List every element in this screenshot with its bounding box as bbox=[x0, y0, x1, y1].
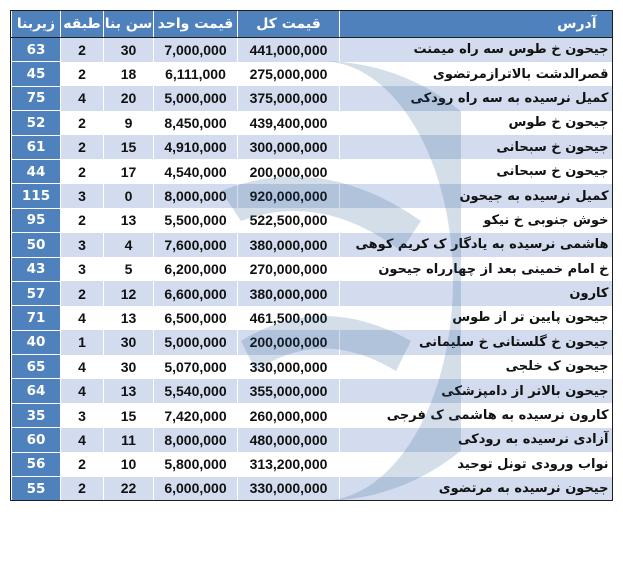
cell-unit-price: 8,000,000 bbox=[154, 428, 238, 452]
cell-address: قصرالدشت بالاترازمرتضوی bbox=[340, 62, 614, 86]
table-body bbox=[12, 38, 614, 501]
cell-area: 75 bbox=[12, 86, 61, 110]
cell-total-price: 480,000,000 bbox=[238, 428, 340, 452]
cell-area: 40 bbox=[12, 330, 61, 354]
cell-address: جیحون بالاتر از دامپزشکی bbox=[340, 379, 614, 403]
table-row bbox=[12, 306, 614, 330]
cell-floor: 3 bbox=[61, 233, 104, 257]
cell-floor: 3 bbox=[61, 184, 104, 208]
cell-unit-price: 5,000,000 bbox=[154, 86, 238, 110]
cell-unit-price: 5,070,000 bbox=[154, 355, 238, 379]
cell-age: 17 bbox=[104, 159, 154, 183]
cell-floor: 4 bbox=[61, 379, 104, 403]
cell-floor: 3 bbox=[61, 403, 104, 427]
cell-area: 61 bbox=[12, 135, 61, 159]
cell-age: 13 bbox=[104, 208, 154, 232]
cell-area: 57 bbox=[12, 281, 61, 305]
table-row bbox=[12, 257, 614, 281]
cell-area: 115 bbox=[12, 184, 61, 208]
cell-age: 0 bbox=[104, 184, 154, 208]
cell-area: 64 bbox=[12, 379, 61, 403]
cell-address: خوش جنوبی خ نیکو bbox=[340, 208, 614, 232]
cell-total-price: 330,000,000 bbox=[238, 355, 340, 379]
cell-address: آزادی نرسیده به رودکی bbox=[340, 428, 614, 452]
cell-age: 11 bbox=[104, 428, 154, 452]
cell-age: 22 bbox=[104, 477, 154, 501]
cell-floor: 2 bbox=[61, 281, 104, 305]
cell-address: جیحون ک خلجی bbox=[340, 355, 614, 379]
table-row bbox=[12, 281, 614, 305]
cell-area: 43 bbox=[12, 257, 61, 281]
cell-floor: 2 bbox=[61, 38, 104, 62]
cell-address: جیحون خ گلستانی خ سلیمانی bbox=[340, 330, 614, 354]
cell-unit-price: 5,800,000 bbox=[154, 452, 238, 476]
cell-unit-price: 7,000,000 bbox=[154, 38, 238, 62]
table-row bbox=[12, 428, 614, 452]
cell-floor: 2 bbox=[61, 208, 104, 232]
cell-floor: 3 bbox=[61, 257, 104, 281]
cell-unit-price: 5,000,000 bbox=[154, 330, 238, 354]
header-unit-price: قیمت واحد bbox=[154, 11, 238, 38]
cell-age: 30 bbox=[104, 355, 154, 379]
cell-total-price: 200,000,000 bbox=[238, 159, 340, 183]
header-area: زیربنا bbox=[12, 11, 61, 38]
cell-floor: 2 bbox=[61, 62, 104, 86]
cell-area: 95 bbox=[12, 208, 61, 232]
cell-unit-price: 6,200,000 bbox=[154, 257, 238, 281]
table-row bbox=[12, 477, 614, 501]
cell-total-price: 275,000,000 bbox=[238, 62, 340, 86]
cell-area: 56 bbox=[12, 452, 61, 476]
cell-total-price: 920,000,000 bbox=[238, 184, 340, 208]
cell-total-price: 270,000,000 bbox=[238, 257, 340, 281]
cell-total-price: 355,000,000 bbox=[238, 379, 340, 403]
cell-area: 35 bbox=[12, 403, 61, 427]
cell-total-price: 522,500,000 bbox=[238, 208, 340, 232]
cell-age: 12 bbox=[104, 281, 154, 305]
cell-address: کمیل نرسیده به جیحون bbox=[340, 184, 614, 208]
table-row bbox=[12, 452, 614, 476]
cell-area: 44 bbox=[12, 159, 61, 183]
cell-floor: 2 bbox=[61, 159, 104, 183]
header-row bbox=[12, 11, 614, 38]
cell-area: 45 bbox=[12, 62, 61, 86]
table-row bbox=[12, 86, 614, 110]
cell-age: 30 bbox=[104, 330, 154, 354]
cell-floor: 4 bbox=[61, 428, 104, 452]
cell-floor: 2 bbox=[61, 111, 104, 135]
table-row bbox=[12, 135, 614, 159]
cell-address: کمیل نرسیده به سه راه رودکی bbox=[340, 86, 614, 110]
table-row bbox=[12, 111, 614, 135]
cell-area: 71 bbox=[12, 306, 61, 330]
cell-total-price: 439,400,000 bbox=[238, 111, 340, 135]
cell-address: کارون نرسیده به هاشمی ک فرجی bbox=[340, 403, 614, 427]
table-row bbox=[12, 38, 614, 62]
cell-unit-price: 5,500,000 bbox=[154, 208, 238, 232]
cell-age: 4 bbox=[104, 233, 154, 257]
cell-address: جیحون خ طوس bbox=[340, 111, 614, 135]
cell-age: 30 bbox=[104, 38, 154, 62]
cell-floor: 4 bbox=[61, 355, 104, 379]
table-row bbox=[12, 159, 614, 183]
cell-total-price: 260,000,000 bbox=[238, 403, 340, 427]
table-row bbox=[12, 379, 614, 403]
cell-address: جیحون خ طوس سه راه میمنت bbox=[340, 38, 614, 62]
cell-floor: 4 bbox=[61, 86, 104, 110]
cell-unit-price: 6,600,000 bbox=[154, 281, 238, 305]
cell-unit-price: 8,000,000 bbox=[154, 184, 238, 208]
cell-address: هاشمی نرسیده به یادگار ک کریم کوهی bbox=[340, 233, 614, 257]
cell-address: خ امام خمینی بعد از چهارراه جیحون bbox=[340, 257, 614, 281]
cell-total-price: 200,000,000 bbox=[238, 330, 340, 354]
cell-area: 55 bbox=[12, 477, 61, 501]
cell-floor: 4 bbox=[61, 306, 104, 330]
table-row bbox=[12, 62, 614, 86]
cell-age: 13 bbox=[104, 306, 154, 330]
listing-table-container bbox=[10, 10, 613, 501]
cell-area: 60 bbox=[12, 428, 61, 452]
cell-total-price: 313,200,000 bbox=[238, 452, 340, 476]
cell-address: کارون bbox=[340, 281, 614, 305]
cell-floor: 1 bbox=[61, 330, 104, 354]
table-row bbox=[12, 184, 614, 208]
cell-total-price: 375,000,000 bbox=[238, 86, 340, 110]
table-row bbox=[12, 330, 614, 354]
cell-total-price: 461,500,000 bbox=[238, 306, 340, 330]
cell-unit-price: 6,500,000 bbox=[154, 306, 238, 330]
cell-age: 18 bbox=[104, 62, 154, 86]
cell-unit-price: 6,111,000 bbox=[154, 62, 238, 86]
cell-unit-price: 8,450,000 bbox=[154, 111, 238, 135]
cell-address: نواب ورودی تونل توحید bbox=[340, 452, 614, 476]
cell-unit-price: 7,600,000 bbox=[154, 233, 238, 257]
header-address: آدرس bbox=[340, 11, 614, 38]
cell-area: 63 bbox=[12, 38, 61, 62]
apartment-listing-table bbox=[11, 11, 613, 500]
cell-age: 20 bbox=[104, 86, 154, 110]
header-age: سن بنا bbox=[104, 11, 154, 38]
cell-address: جیحون نرسیده به مرتضوی bbox=[340, 477, 614, 501]
cell-unit-price: 4,540,000 bbox=[154, 159, 238, 183]
cell-age: 15 bbox=[104, 403, 154, 427]
cell-area: 52 bbox=[12, 111, 61, 135]
cell-unit-price: 7,420,000 bbox=[154, 403, 238, 427]
cell-floor: 2 bbox=[61, 452, 104, 476]
table-row bbox=[12, 355, 614, 379]
header-total-price: قیمت کل bbox=[238, 11, 340, 38]
cell-total-price: 300,000,000 bbox=[238, 135, 340, 159]
cell-total-price: 380,000,000 bbox=[238, 233, 340, 257]
cell-unit-price: 6,000,000 bbox=[154, 477, 238, 501]
cell-age: 5 bbox=[104, 257, 154, 281]
cell-age: 9 bbox=[104, 111, 154, 135]
cell-address: جیحون خ سبحانی bbox=[340, 135, 614, 159]
cell-area: 65 bbox=[12, 355, 61, 379]
cell-total-price: 330,000,000 bbox=[238, 477, 340, 501]
table-row bbox=[12, 403, 614, 427]
cell-floor: 2 bbox=[61, 477, 104, 501]
cell-floor: 2 bbox=[61, 135, 104, 159]
cell-age: 10 bbox=[104, 452, 154, 476]
cell-address: جیحون خ سبحانی bbox=[340, 159, 614, 183]
cell-unit-price: 4,910,000 bbox=[154, 135, 238, 159]
header-floor: طبقه bbox=[61, 11, 104, 38]
cell-unit-price: 5,540,000 bbox=[154, 379, 238, 403]
cell-total-price: 380,000,000 bbox=[238, 281, 340, 305]
cell-age: 13 bbox=[104, 379, 154, 403]
cell-total-price: 441,000,000 bbox=[238, 38, 340, 62]
table-row bbox=[12, 208, 614, 232]
table-row bbox=[12, 233, 614, 257]
cell-address: جیحون پایین تر از طوس bbox=[340, 306, 614, 330]
cell-age: 15 bbox=[104, 135, 154, 159]
cell-area: 50 bbox=[12, 233, 61, 257]
